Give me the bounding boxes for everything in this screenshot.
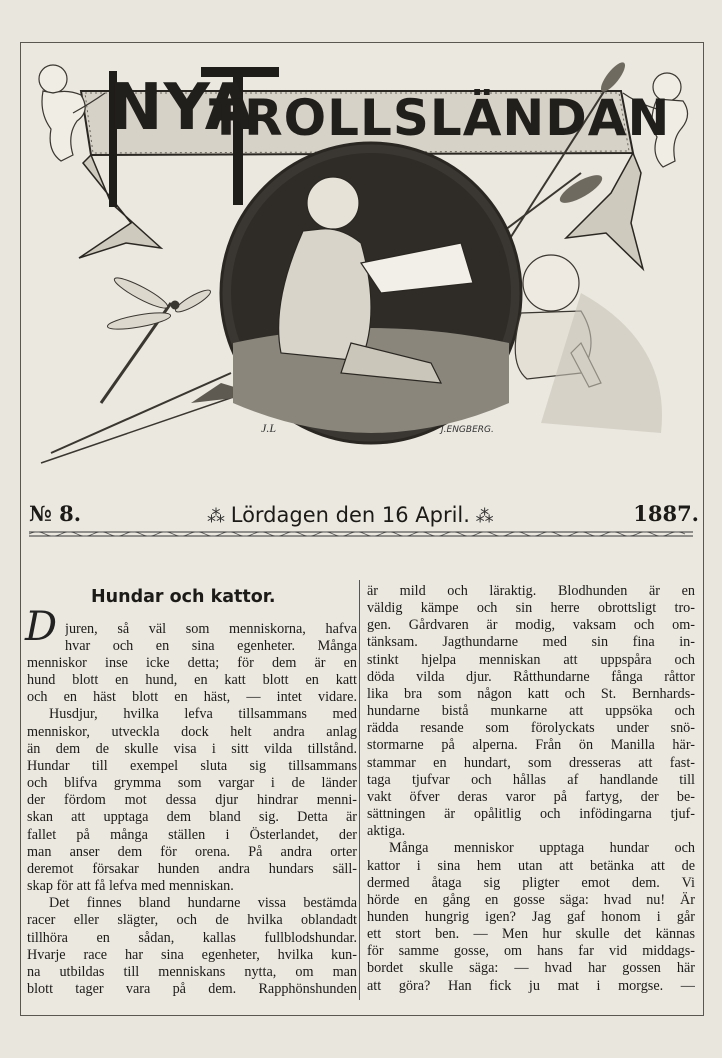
text-line: vakt öfver deras varor på fartyg, der be- xyxy=(367,788,695,805)
issue-date xyxy=(207,503,494,527)
newspaper-page xyxy=(20,42,704,1016)
right-column-text xyxy=(367,583,695,995)
text-line: taga tjufvar och hållas af handlande till xyxy=(367,771,695,788)
text-line: deremot försakar hunden andra hundars säll- xyxy=(27,860,357,877)
text-line: dermed åtaga sig pligter emot dem. Vi xyxy=(367,874,695,891)
text-line: lika bra som någon katt och St. Bernhards- xyxy=(367,685,695,702)
issue-date-text: Lördagen den 16 April. xyxy=(230,503,470,527)
issue-line xyxy=(21,501,703,529)
text-line: väldig kämpe och sin herre obrottsligt tro- xyxy=(367,600,695,617)
text-line: kattor i sina hem utan att betänka att de xyxy=(367,857,695,874)
text-line: menniskor, utveckla dock helt andra anlag xyxy=(27,723,357,740)
text-line: aktiga. xyxy=(367,823,406,840)
text-line: racer eller slägter, och de hvilka oblandadt xyxy=(27,912,357,929)
text-line: menniskor inse icke detta; för dem är en xyxy=(27,655,357,671)
ornamental-rule xyxy=(29,530,693,538)
text-line: hörde en gång en gosse säga: hvad nu! Är xyxy=(367,891,695,908)
left-column-text xyxy=(27,655,357,998)
ornament-right-icon: ⁂ xyxy=(469,506,494,527)
text-line: för samme gosse, om hans far vid middags- xyxy=(367,943,695,960)
text-line: Husdjur, hvilka lefva tillsammans med xyxy=(49,706,357,723)
text-line: sättningen är opålitlig och infödingarna tjuf- xyxy=(367,806,695,823)
dragonfly xyxy=(101,274,213,403)
text-line: döda vilda djur. Råtthundarne fånga råttor xyxy=(367,668,695,685)
text-line: tänksam. Jagthundarne med sin fina in- xyxy=(367,634,695,651)
text-line: hund blott en hund, en katt blott en katt xyxy=(27,672,357,689)
text-line: bordet skulle säga: — hvad har gossen här xyxy=(367,960,695,977)
text-line: skan att upptaga dem bland sig. Detta är xyxy=(27,809,357,826)
text-line: tillhöra en sådan, kallas fullblodshundar. xyxy=(27,929,357,946)
text-line: Många menniskor upptaga hundar och xyxy=(389,840,695,857)
text-line: blott tager vara på dem. Rapphönshunden xyxy=(27,980,357,997)
ornament-left-icon: ⁂ xyxy=(207,506,231,527)
drop-cap-initial: D xyxy=(25,604,58,650)
text-line: Hundar till exempel sluta sig tillsammans xyxy=(27,757,357,774)
text-line: att göra? Han fick ju mat i morgse. — xyxy=(367,977,695,994)
text-line: och en häst blott en häst, — intet vidare. xyxy=(27,689,357,706)
text-line: än dem de skulle visa i sitt vilda tillstånd. xyxy=(27,740,357,757)
text-line: hvar och en sina egenheter. Många xyxy=(65,638,357,655)
text-line: man anser dem för orena. På andra orter xyxy=(27,843,357,860)
text-line: är mild och läraktig. Blodhunden är en xyxy=(367,583,695,599)
text-line: och blifva grymma som vargar i de länder xyxy=(27,775,357,792)
text-line: stinkt hjelpa menniskan att uppspåra och xyxy=(367,651,695,668)
text-line: stammar en hundart, som dresseras att fast- xyxy=(367,754,695,771)
text-line: juren, så väl som menniskorna, hafva xyxy=(65,621,357,637)
issue-number: № 8. xyxy=(29,501,82,526)
issue-year: 1887. xyxy=(633,501,699,526)
artist-monogram: J.L xyxy=(261,421,276,435)
masthead-title-nya: NYA xyxy=(109,71,256,145)
text-line: ett stort ben. — Men hur skulle det kännas xyxy=(367,926,695,943)
column-divider xyxy=(359,580,360,1000)
article-title: Hundar och kattor. xyxy=(91,587,276,607)
text-line: skap för att få lefva med menniskan. xyxy=(27,878,234,895)
text-line: Det finnes bland hundarne vissa bestämda xyxy=(49,895,357,912)
masthead-title-trollslandan: TROLLSLÄNDAN xyxy=(209,89,671,147)
text-line: na utbildas till menniskans nytta, om man xyxy=(27,963,357,980)
text-line: fallet på många ställen i Österlandet, der xyxy=(27,826,357,843)
text-line: rädda resande som förolyckats under snö- xyxy=(367,720,695,737)
masthead-illustration xyxy=(21,43,703,473)
text-line: der fördom mot dessa djur hindrar menni- xyxy=(27,792,357,809)
text-line: gen. Gårdvaren är modig, vaksam och om- xyxy=(367,617,695,634)
drop-cap-lines xyxy=(65,621,357,655)
text-line: stormarne på alperna. Från ön Manilla här- xyxy=(367,737,695,754)
text-line: hunden hungrig igen? Jag gaf honom i går xyxy=(367,908,695,925)
artist-signature: J.ENGBERG. xyxy=(441,425,494,435)
text-line: Hvarje race har sina egenheter, hvilka kun- xyxy=(27,946,357,963)
text-line: hundarne bistå munkarne att uppsöka och xyxy=(367,703,695,720)
